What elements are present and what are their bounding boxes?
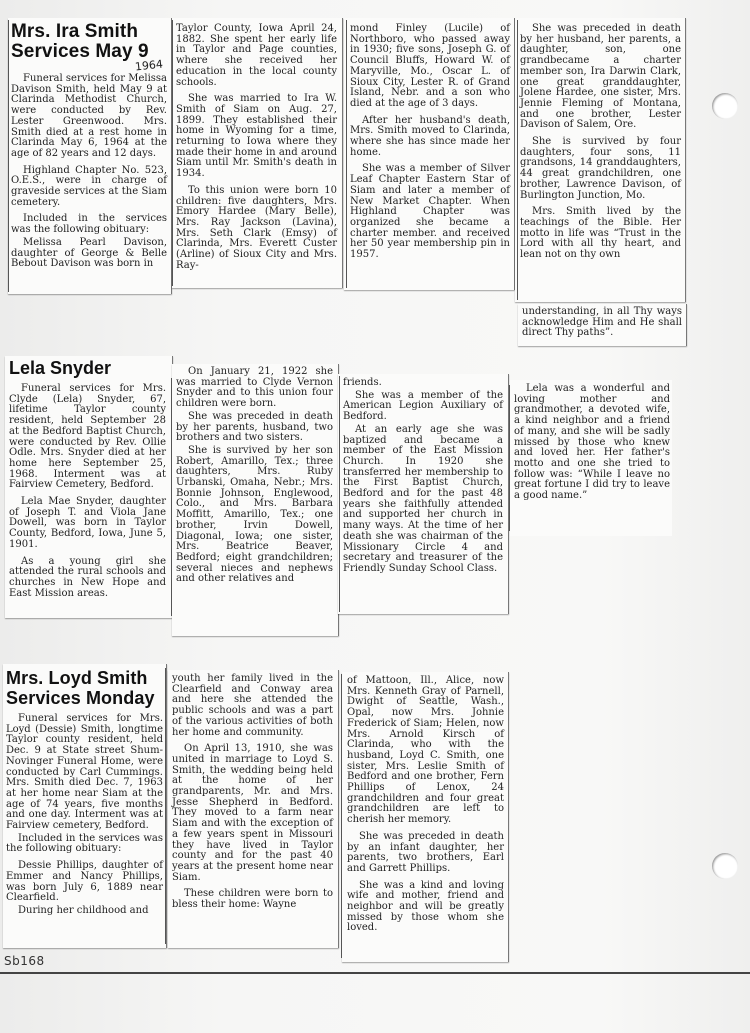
column-rule — [165, 668, 166, 944]
loyd-smith-headline-line-1: Mrs. Loyd Smith — [6, 668, 148, 688]
loyd-smith-column-2 — [172, 674, 333, 917]
paragraph: friends. — [343, 377, 382, 388]
lela-snyder-column-1 — [9, 358, 166, 605]
column-rule — [341, 674, 342, 958]
column-rule — [509, 385, 510, 531]
paragraph: She was preceded in death by an infant daughter, her parents, two brothers, Earl and Garrett Phillips. — [347, 830, 504, 874]
paragraph: During her childhood and — [18, 904, 149, 916]
paragraph: Mrs. Smith lived by the teachings of the Bible. Her motto in life was “Trust in the Lord with all thy heart, and lean not on thy own — [520, 206, 681, 261]
paragraph: After her husband's death, Mrs. Smith moved to Clarinda, where she has since made her home. — [350, 114, 510, 158]
paragraph: On January 21, 1922 she was married to Clyde Vernon Snyder and to this union four children were born. — [176, 366, 333, 410]
loyd-smith-headline-line-2: Services Monday — [6, 688, 155, 708]
paragraph: She was married to Ira W. Smith of Siam on Aug. 27, 1899. They established their home in Wyoming for a time, returning to Iowa where they made their home in and around Siam until Mr. Smith's death in 1934. — [176, 93, 337, 180]
paragraph: mond Finley (Lucile) of Northboro, who passed away in 1930; five sons, Joseph G. of Council Bluffs, Howard W. of Maryville, Mo., Oscar L. of Sioux City, Lester R. of Grand Island, Nebr. and a son who died at the age of 3 days. — [350, 23, 510, 109]
paragraph: Funeral services for Melissa Davison Smith, held May 9 at Clarinda Methodist Church, were conducted by Rev. Lester Greenwood. Mrs. Smith died at a rest home in Clarinda May 6, 1964 at the age of 82 years and 12 days. — [11, 73, 167, 159]
paragraph: understanding, in all Thy ways acknowledge Him and He shall direct Thy paths”. — [522, 306, 682, 339]
paragraph: Lela was a wonderful and loving mother and grandmother, a devoted wife, a kind neighbor and a friend of many, and she will be sadly missed by those who knew and loved her. Her father's motto and one she tried to follow was: “While I leave no great fortune I did try to leave a good name.” — [514, 383, 670, 502]
paragraph: Included in the services was the following obituary: — [6, 832, 163, 855]
paragraph: youth her family lived in the Clearfield and Conway area and here she attended the public schools and was a part of the various activities of both her home and community. — [172, 673, 333, 738]
column-rule — [517, 20, 518, 300]
ira-smith-headline-line-1: Mrs. Ira Smith — [11, 21, 139, 42]
ira-smith-column-2 — [176, 24, 337, 277]
ira-smith-headline-line-2: Services May 9 — [11, 41, 149, 62]
lela-snyder-column-4 — [514, 384, 670, 508]
paragraph: Funeral services for Mrs. Loyd (Dessie) Smith, longtime Taylor county resident, held Dec. 9 at State street Shum-Novinger Funeral Home, were conducted by Carl Cummings. Mrs. Smith died Dec. 7, 1963 at her home near Siam at the age of 74 years, five months and one day. Interment was at Fairview cemetery, Bedford. — [6, 713, 163, 832]
loyd-smith-column-3 — [347, 676, 504, 940]
catalog-label: Sb168 — [4, 954, 45, 968]
paragraph: She was preceded in death by her husband, her parents, a daughter, son, one grandbecame a charter member son, Ira Darwin Clark, one great granddaughter, Jolene Hardee, one sister, Mrs. Jennie Fleming of Montana, and one brother, Lester Davison of Salem, Ore. — [520, 23, 681, 131]
paragraph: Dessie Phillips, daughter of Emmer and Nancy Phillips, was born July 6, 1889 near Clearfield. — [6, 860, 163, 904]
paragraph: Lela Mae Snyder, daughter of Joseph T. and Viola Jane Dowell, was born in Taylor County, Bedford, Iowa, June 5, 1901. — [9, 496, 166, 550]
paragraph: She was preceded in death by her parents, husband, two brothers and two sisters. — [176, 410, 333, 444]
paragraph: Funeral services for Mrs. Clyde (Lela) Snyder, 67, lifetime Taylor county resident, held September 28 at the Bedford Baptist Church, were conducted by Rev. Ollie Odle. Mrs. Snyder died at her home here September 25, 1968. Interment was at Fairview Cemetery, Bedford. — [9, 383, 166, 491]
paragraph: On April 13, 1910, she was united in marriage to Loyd S. Smith, the wedding being held at the home of her grandparents, Mr. and Mrs. Jesse Shepherd in Bedford. They moved to a farm near Siam and with the exception of a few years spent in Missouri they have lived in Taylor county and for the past 40 years at the present home near Siam. — [172, 743, 333, 883]
column-rule — [172, 20, 173, 286]
loyd-smith-column-1 — [6, 668, 163, 923]
paragraph: She is survived by four daughters, four sons, 11 grandsons, 14 granddaughters, 44 great grandchildren, one brother, Lawrence Davison, of Burlington Junction, Mo. — [520, 136, 681, 201]
punch-hole-top — [712, 93, 738, 119]
paragraph: She was a member of Silver Leaf Chapter Eastern Star of Siam and later a member of New Market Chapter. When Highland Chapter was organized she became a charter member. and received her 50 year membership pin in 1957. — [350, 163, 510, 261]
paragraph: To this union were born 10 children: five daughters, Mrs. Emory Hardee (Mary Belle), Mrs. Ray Jackson (Lavina), Mrs. Seth Clark (Emsy) of Clarinda, Mrs. Everett Custer (Arline) of Sioux City and Mrs. Ray- — [176, 184, 337, 271]
handwritten-year: 1964 — [134, 57, 164, 74]
lela-snyder-headline: Lela Snyder — [9, 358, 112, 378]
paragraph: She is survived by her son Robert, Amarillo, Tex.; three daughters, Mrs. Ruby Urbanski, Omaha, Nebr.; Mrs. Bonnie Johnson, Englewood, Colo., and Mrs. Barbara Moffitt, Amarillo, Tex.; one brother, Irvin Dowell, Diagonal, Iowa; one sister, Mrs. Beatrice Beaver, Bedford; eight grandchildren; several nieces and nephews and other relatives and — [176, 444, 333, 585]
column-rule — [8, 20, 9, 292]
paragraph: Taylor County, Iowa April 24, 1882. She spent her early life in Taylor and Page counties, where she received her education in the local county schools. — [176, 23, 337, 88]
ira-smith-column-1 — [11, 22, 167, 276]
column-rule — [346, 20, 347, 288]
page-bottom-edge — [0, 972, 750, 974]
paragraph: She was a member of the American Legion Auxiliary of Bedford. — [343, 389, 503, 423]
paragraph: of Mattoon, Ill., Alice, now Mrs. Kenneth Gray of Parnell, Dwight of Seattle, Wash., Opal, now Mrs. Johnie Frederick of Siam; Helen, now Mrs. Arnold Kirsch of Clarinda, who with the husband, Loyd C. Smith, one sister, Mrs. Leslie Smith of Bedford and one brother, Fern Phillips of Lenox, 24 grandchildren and four great grandchildren are left to cherish her memory. — [347, 675, 504, 826]
lela-snyder-column-3 — [343, 378, 503, 581]
ira-smith-column-4 — [520, 24, 681, 267]
paragraph: As a young girl she attended the rural schools and churches in New Hope and East Mission areas. — [9, 555, 166, 599]
paragraph: Highland Chapter No. 523, O.E.S., were in charge of graveside services at the Siam cemetery. — [11, 164, 167, 208]
paragraph: She was a kind and loving wife and mother, friend and neighbor and will be greatly missed by those whom she loved. — [347, 879, 504, 934]
column-rule — [339, 376, 340, 612]
paragraph: These children were born to bless their home: Wayne — [172, 888, 333, 911]
paragraph: Melissa Pearl Davison, daughter of George & Belle Bebout Davison was born in — [11, 236, 167, 270]
handwritten-year-row — [11, 57, 167, 74]
paragraph: At an early age she was baptized and became a member of the East Mission Church. In 1920 she transferred her membership to the First Baptist Church, Bedford and for the past 48 years she faithfully attended and supported her church in many ways. At the time of her death she was chairman of the Missionary Circle 4 and secretary and treasurer of the Friendly Sunday School Class. — [343, 423, 503, 574]
paragraph: Included in the services was the following obituary: — [11, 213, 167, 236]
punch-hole-bottom — [712, 853, 738, 879]
lela-snyder-column-2 — [176, 367, 333, 591]
column-rule — [171, 378, 172, 616]
ira-smith-column-4-tail — [522, 307, 682, 345]
ira-smith-column-3 — [350, 24, 510, 267]
